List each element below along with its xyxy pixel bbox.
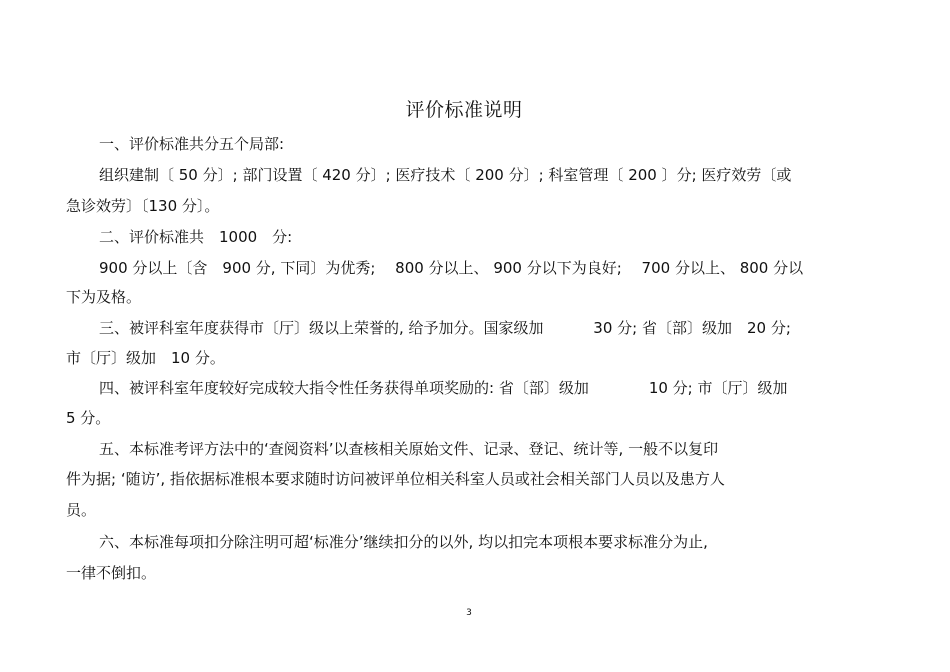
section-two-detail-line-2: 下为及格。 (66, 288, 142, 306)
document-title: 评价标准说明 (405, 99, 523, 121)
page-number: 3 (466, 608, 472, 618)
section-six-line-1: 六、本标准每项扣分除注明可超‘标准分’继续扣分的以外, 均以扣完本项根本要求标准分为止, (99, 533, 708, 551)
section-two-line: 二、评价标准共 1000 分: (99, 228, 293, 246)
section-three-line-2: 市〔厅〕级加 10 分。 (66, 349, 225, 367)
section-three-line-1: 三、被评科室年度获得市〔厅〕级以上荣誉的, 给予加分。国家级加 30 分; 省〔部〕级加 20 分; (99, 319, 791, 337)
section-one-detail-line-1: 组织建制〔 50 分〕; 部门设置〔 420 分〕; 医疗技术〔 200 分〕; 科室管理〔 200 〕分; 医疗效劳〔或 (99, 166, 792, 184)
section-two-detail-line-1: 900 分以上〔含 900 分, 下同〕为优秀; 800 分以上、 900 分以下为良好; 700 分以上、 800 分以 (99, 259, 804, 277)
section-five-line-3: 员。 (66, 501, 97, 519)
section-four-line-2: 5 分。 (66, 409, 111, 427)
section-four-line-1: 四、被评科室年度较好完成较大指令性任务获得单项奖励的: 省〔部〕级加 10 分; 市〔厅〕级加 (99, 379, 788, 397)
section-one-line: 一、评价标准共分五个局部: (99, 135, 285, 153)
section-six-line-2: 一律不倒扣。 (66, 564, 157, 582)
section-five-line-2: 件为据; ‘随访’, 指依据标准根本要求随时访问被评单位相关科室人员或社会相关部门人员以及患方人 (66, 470, 725, 488)
section-five-line-1: 五、本标准考评方法中的‘查阅资料’以查核相关原始文件、记录、登记、统计等, 一般不以复印 (99, 440, 719, 458)
section-one-detail-line-2: 急诊效劳〕〔130 分〕。 (66, 197, 220, 215)
